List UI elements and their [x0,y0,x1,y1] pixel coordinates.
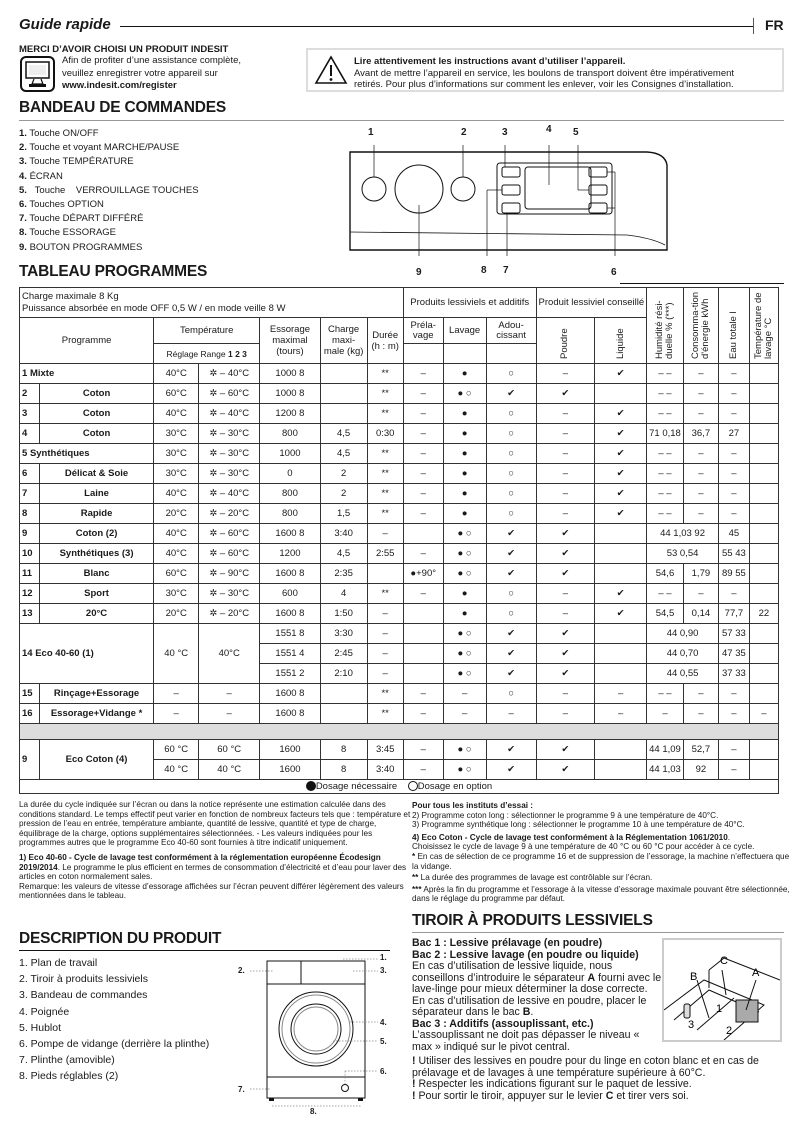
table-row: 13 20°C 20°C ✲ – 20°C 1600 8 1:50 – ● ○ – ✔ 54,5 0,14 77,7 22 [20,604,779,624]
callout-5: 5. [380,1037,387,1046]
section-rule [19,120,784,121]
max-load: Charge maximale 8 Kg [22,290,119,302]
callout-8: 8. [310,1107,317,1116]
control-item: 6. Touches OPTION [19,199,104,211]
table-row: 1 Mixte 40°C ✲ – 40°C 1000 8 ** – ● ○ – ✔ – – – – [20,364,779,384]
header-consommation: Consomma-tion d'énergie kWh [689,291,711,359]
table-row-ecocoton: 9 Eco Coton (4) 60 °C 60 °C 1600 8 3:45 – ● ○ ✔ ✔ 44 1,09 52,7 – [20,740,779,760]
callout-7: 7. [238,1085,245,1094]
callout-2: 2. [238,966,245,975]
warning-triangle-icon [314,55,348,85]
header-poudre: Poudre [559,328,571,359]
list-item: 2. Tiroir à produits lessiviels [19,973,148,986]
table-row: 8 Rapide 20°C ✲ – 20°C 800 1,5 ** – ● ○ – ✔ – – – – [20,504,779,524]
callout-6: 6 [611,267,617,278]
header-rule [120,26,753,27]
list-item: 4. Poignée [19,1005,70,1018]
section-rule [412,932,784,933]
header-essorage: Essorage maximal (tours) [260,318,321,364]
table-row-eco: 14 Eco 40-60 (1) 40 °C 40°C 1551 8 3:30 – ● ○ ✔ ✔ 44 0,90 57 33 [20,624,779,644]
header-temperature: Température [154,318,260,344]
header-reglage-range: Réglage Range 1 2 3 [154,344,260,364]
section-title-description: DESCRIPTION DU PRODUIT [19,930,222,947]
language-code: FR [765,17,784,33]
control-item: 1. Touche ON/OFF [19,128,99,139]
svg-text:2: 2 [726,1025,733,1037]
callout-3: 3 [502,127,508,138]
control-item: 7. Touche DÉPART DIFFÉRÉ [19,213,144,225]
callout-8: 8 [481,265,487,276]
table-row: 4 Coton 30°C ✲ – 30°C 800 4,5 0:30 – ● ○ – ✔ 71 0,18 36,7 27 [20,424,779,444]
callout-7: 7 [503,265,509,276]
drawer-instructions: Bac 1 : Lessive prélavage (en poudre) Bac 2 : Lessive lavage (en poudre ou liquide) En cas d’utilisation de lessive liquide, nous conseillons d’introduire le séparateur A fourni avec le lave-linge pour mieux déterminer la dose correcte. En cas d’utilisation de lessive en poudre, placer le séparateur dans le bac B. Bac 3 : Additifs (assouplissant, etc.) L’assouplissant ne doit pas dépasser le niveau « max » indiqué sur le pivot central. ! Utiliser des lessives en poudre pour du linge en coton blanc et en cas de prélavage et de lavages à une température supérieure à 60°C. ! Respecter les indications figurant sur le paquet de lessive. ! Pour sortir le tiroir, appuyer sur le levier C et tirer vers soi. [412,937,759,1102]
guide-title: Guide rapide [19,16,111,33]
svg-text:A: A [752,967,760,979]
control-panel-diagram [347,145,669,256]
header-produit-conseille: Produit lessiviel conseillé [536,288,647,318]
table-row: 10 Synthétiques (3) 40°C ✲ – 60°C 1200 4,5 2:55 – ● ○ ✔ ✔ 53 0,54 55 43 [20,544,779,564]
section-title-tiroir: TIROIR À PRODUITS LESSIVIELS [412,912,653,929]
section-rule [620,283,784,284]
warning-box: Lire attentivement les instructions avant d’utiliser l’appareil. Avant de mettre l’appareil en service, les boulons de transport doivent être impérativement retirés. Pour plus d’informations sur comment les enlever, voir les Consignes d’installation. [306,48,784,92]
table-row-ecocoton: 40 °C 40 °C 1600 8 3:40 – ● ○ ✔ ✔ 44 1,03 92 – [20,760,779,780]
filled-dot-icon [306,781,316,791]
header-liquide: Liquide [614,328,626,359]
table-info-row [20,288,779,318]
header-tick [753,18,754,34]
control-item: 2. Touche et voyant MARCHE/PAUSE [19,142,180,154]
svg-text:B: B [690,971,698,983]
table-row: 11 Blanc 60°C ✲ – 90°C 1600 8 2:35 ●+90° ● ○ ✔ ✔ 54,6 1,79 89 55 [20,564,779,584]
header-charge: Charge maxi-male (kg) [320,318,367,364]
register-text: Afin de profiter d’une assistance complète, veuillez enregistrer votre appareil sur www.indesit.com/register [62,55,242,91]
list-item: 1. Plan de travail [19,957,98,969]
control-list [19,127,199,255]
callout-6: 6. [380,1067,387,1076]
list-item: 3. Bandeau de commandes [19,989,148,1002]
header-adoucissant: Adou-cissant [486,318,536,344]
table-row-eco: 1551 4 2:45 – ● ○ ✔ ✔ 44 0,70 47 35 [20,644,779,664]
control-item: 9. BOUTON PROGRAMMES [19,241,143,253]
power-consumption: Puissance absorbée en mode OFF 0,5 W / en mode veille 8 W [22,302,286,314]
table-row: 9 Coton (2) 40°C ✲ – 60°C 1600 8 3:40 – ● ○ ✔ ✔ 44 1,03 92 45 [20,524,779,544]
header-temp-lavage: Température de lavage °C [752,292,774,359]
table-row-eco: 1551 2 2:10 – ● ○ ✔ ✔ 44 0,55 37 33 [20,664,779,684]
header-programme: Programme [20,318,154,364]
callout-1: 1. [380,953,387,962]
table-row: 12 Sport 30°C ✲ – 30°C 600 4 ** – ● ○ – ✔ – – – – [20,584,779,604]
table-row: 5 Synthétiques 30°C ✲ – 30°C 1000 4,5 ** – ● ○ – ✔ – – – – [20,444,779,464]
thanks-title: MERCI D’AVOIR CHOISI UN PRODUIT INDESIT [19,44,229,55]
computer-monitor-icon [20,56,55,92]
product-parts-list [19,955,209,1085]
washing-machine-diagram [238,955,388,1115]
header-prelavage: Préla-vage [403,318,443,344]
list-item: 6. Pompe de vidange (derrière la plinthe) [19,1038,210,1051]
callout-2: 2 [461,127,467,138]
callout-4: 4 [546,124,552,135]
warning-title: Lire attentivement les instructions avant d’utiliser l’appareil. [354,56,626,67]
table-row: 7 Laine 40°C ✲ – 40°C 800 2 ** – ● ○ – ✔ – – – – [20,484,779,504]
programme-table [19,287,779,794]
callout-5: 5 [573,127,579,138]
callout-9: 9 [416,267,422,278]
section-title-bandeau: BANDEAU DE COMMANDES [19,99,226,116]
callout-4: 4. [380,1018,387,1027]
notes-right: Pour tous les instituts d’essai : 2) Programme coton long : sélectionner le programme 9 à une température de 40°C. 3) Programme synthétique long : sélectionner le programme 10 à une température de 40°C. 4) Eco Coton - Cycle de lavage test conformément à la Réglementation 1061/2010. Choisissez le cycle de lavage 9 à une température de 40 °C ou 60 °C pour accéder à ce cycle. * En cas de sélection de ce programme 16 et de suppression de l’essorage, la machine n’effectuera que la vidange. ** La durée des programmes de lavage est contrôlable sur l’écran. *** Après la fin du programme et l’essorage à la vitesse d’essorage maximale pouvant être sélectionnée, dans le réglage du programme par défaut. [412,801,790,904]
table-row: 15 Rinçage+Essorage – – 1600 8 ** – – ○ – – – – – – [20,684,779,704]
table-row: 6 Délicat & Soie 30°C ✲ – 30°C 0 2 ** – ● ○ – ✔ – – – – [20,464,779,484]
header-produits: Produits lessiviels et additifs [403,288,536,318]
control-item: 5. Touche VERROUILLAGE TOUCHES [19,184,199,196]
control-item: 4. ÉCRAN [19,170,63,182]
header-eau: Eau totale l [727,311,739,359]
control-item: 8. Touche ESSORAGE [19,227,117,239]
header-humidite: Humidité rési-duelle % (***) [653,300,675,359]
list-item: 5. Hublot [19,1021,62,1034]
callout-1: 1 [368,127,374,138]
list-item: 7. Plinthe (amovible) [19,1054,115,1067]
table-row: 3 Coton 40°C ✲ – 40°C 1200 8 ** – ● ○ – ✔ – – – – [20,404,779,424]
header-duree: Durée (h : m) [367,318,403,364]
section-title-tableau: TABLEAU PROGRAMMES [19,263,208,280]
notes-left: La durée du cycle indiquée sur l’écran ou dans la notice représente une estimation calculée dans des conditions standard. Le temps effectif peut varier en fonction de nombreux facteurs tels que : température et pression de l’eau en entrée, température ambiante, quantité de lessive, quantité et type de charge, équilibrage de la charge, options supplémentaires sélectionnées. - Les valeurs indiquées pour les programmes autres que le programme Eco 40-60 sont fournies à titre indicatif uniquement. 1) Eco 40-60 - Cycle de lavage test conformément à la réglementation européenne Écodesign 2019/2014. Le programme le plus efficient en termes de consommation d’électricité et d’eau pour laver des articles en coton normalement sales. Remarque: les valeurs de vitesse d’essorage affichées sur l’écran peuvent différer légèrement des valeurs mentionnées dans le tableau. [19,800,411,901]
table-row: 16 Essorage+Vidange * – – 1600 8 ** – – – – – – – – – [20,704,779,724]
control-item: 3. Touche TEMPÉRATURE [19,156,134,168]
table-separator-row [20,724,779,740]
svg-text:C: C [720,955,728,967]
table-row: 2 Coton 60°C ✲ – 60°C 1000 8 ** – ● ○ ✔ ✔ – – – – [20,384,779,404]
callout-3: 3. [380,966,387,975]
svg-text:3: 3 [688,1019,695,1031]
svg-text:1: 1 [716,1003,723,1015]
empty-circle-icon [408,781,418,791]
list-item: 8. Pieds réglables (2) [19,1070,119,1083]
register-link[interactable]: www.indesit.com/register [62,80,177,91]
header-lavage: Lavage [443,318,486,344]
table-legend-row: Dosage nécessaire Dosage en option [20,780,779,794]
section-rule [19,950,390,951]
